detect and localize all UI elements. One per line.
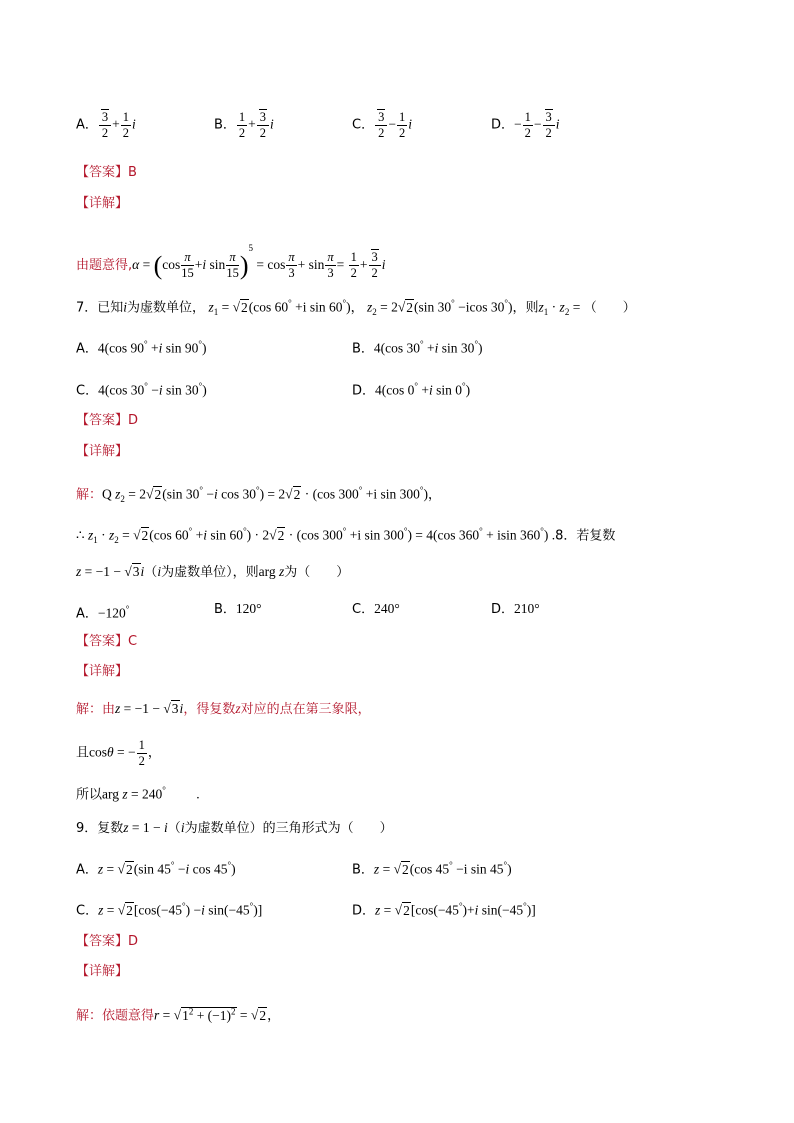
- q9-option-b: B．z = √2(cos 45° −i sin 45°): [352, 860, 512, 878]
- q8-stem: z = −1 − √3i（i为虚数单位），则arg z为（ ）: [76, 564, 350, 580]
- q6-option-c: C． $\frac{3}{2}$ − $\frac{1}{2}$ i: [352, 110, 412, 140]
- q6-solution: 由题意得,α = (cos $\frac{\pi}{15}$ +i sin $\frac{\pi}{15}$ )$^5$ = cos $\frac{\pi}{3}$ + sin $\frac{\pi}{3}$ = $\frac{1}{2}$ + $\frac{3}{2}$ i: [76, 243, 386, 281]
- q7-option-c: C．4(cos 30° −i sin 30°): [76, 381, 207, 399]
- q7-stem: 7．已知i为虚数单位， $z_1 = √2(\cos$ 60° +i sin 60°)， $z_2 = 2√2(\sin$ 30° −icos 30°)，则$z_1 \cdot z_2$ = （ ）: [76, 298, 636, 318]
- q7-solution-2: ∴ $z_1 \cdot z_2 = √2(\cos$ 60° +i sin 60°) · 2√2 · (cos 300° +i sin 300°) = 4(cos 360° + isin 360°) .8．若复数: [76, 526, 616, 546]
- q9-detail-label: 【详解】: [76, 964, 129, 979]
- q9-option-a: A．z = √2(sin 45° −i cos 45°): [76, 860, 236, 878]
- q8-option-a: A．−120°: [76, 604, 130, 622]
- q7-solution-1: 解：Q $z_2 = 2√2(\sin$ 30° −i cos 30°) = 2√2 · (cos 300° +i sin 300°)，: [76, 485, 441, 505]
- q6-option-d: D．− $\frac{1}{2}$ − $\frac{3}{2}$ i: [491, 110, 560, 140]
- q7-detail-label: 【详解】: [76, 444, 129, 459]
- q9-stem: 9．复数z = 1 − i（i为虚数单位）的三角形式为（ ）: [76, 820, 393, 836]
- q8-detail-label: 【详解】: [76, 664, 129, 679]
- q6-answer: 【答案】B: [76, 165, 137, 180]
- q6-option-b: B． $\frac{1}{2}$ + $\frac{3}{2}$ i: [214, 110, 274, 140]
- q8-option-b: B．120°: [214, 601, 262, 617]
- q9-option-c: C．z = √2[cos(−45°) −i sin(−45°)]: [76, 901, 263, 919]
- q9-solution-1: 解：依题意得$r = √1^2 + (-1)^2 = √2$，: [76, 1006, 281, 1024]
- q7-answer: 【答案】D: [76, 413, 139, 428]
- q8-solution-1: 解：由z = −1 − √3i，得复数z对应的点在第三象限，: [76, 701, 371, 717]
- q8-option-c: C．240°: [352, 601, 400, 617]
- q9-option-d: D．z = √2[cos(−45°)+i sin(−45°)]: [352, 901, 536, 919]
- q7-option-a: A．4(cos 90° +i sin 90°): [76, 339, 207, 357]
- q8-solution-2: 且cosθ = − $\frac{1}{2}$ ，: [76, 738, 161, 768]
- q8-solution-3: 所以arg z = 240° .: [76, 785, 200, 803]
- q6-option-a: A． $\frac{3}{2}$ + $\frac{1}{2}$ i: [76, 110, 136, 140]
- q7-option-d: D．4(cos 0° +i sin 0°): [352, 381, 471, 399]
- q9-answer: 【答案】D: [76, 934, 139, 949]
- q8-option-d: D．210°: [491, 601, 540, 617]
- q7-option-b: B．4(cos 30° +i sin 30°): [352, 339, 483, 357]
- q8-answer: 【答案】C: [76, 634, 138, 649]
- q6-detail-label: 【详解】: [76, 196, 129, 211]
